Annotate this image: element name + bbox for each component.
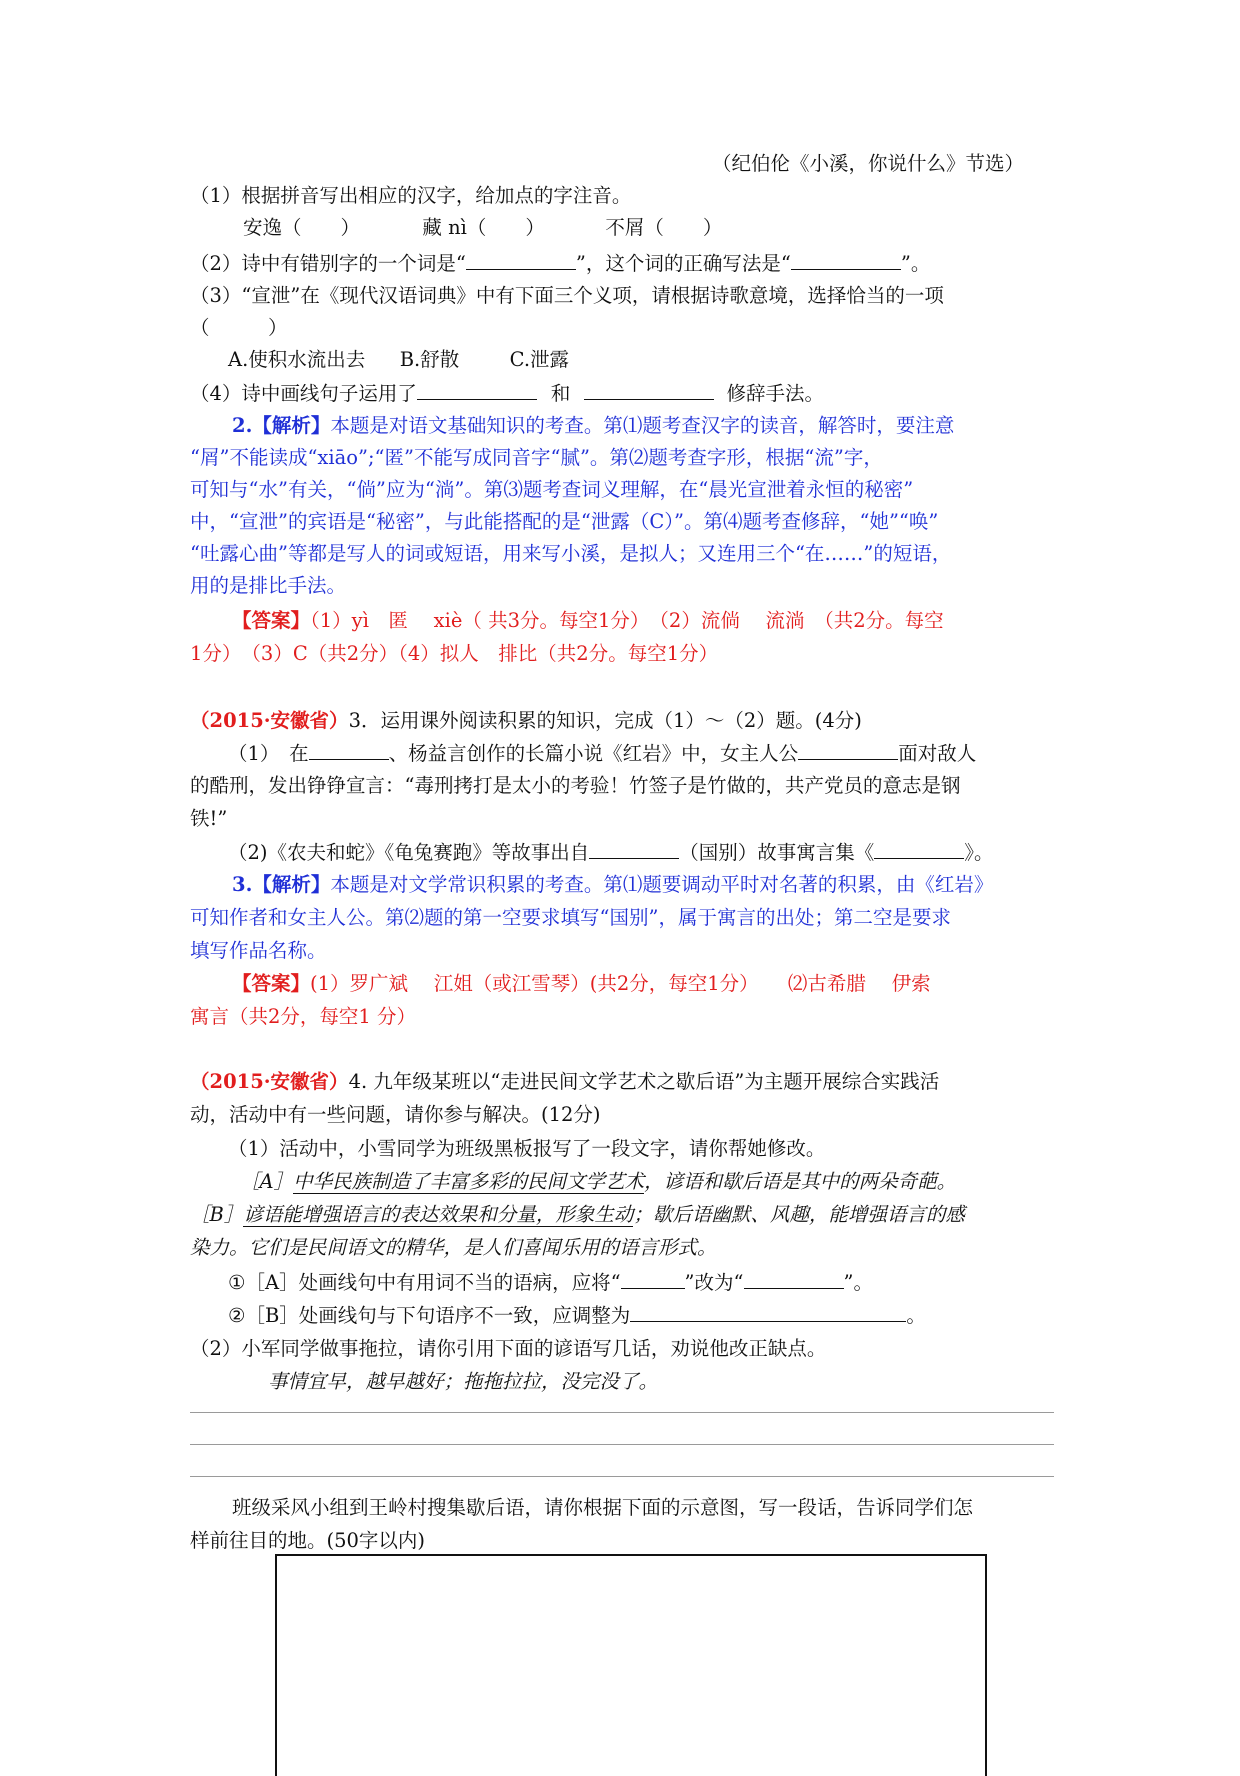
q3-answer-line-2: 寓言（共2分，每空1 分）: [190, 1005, 417, 1028]
analysis-label: 2.【解析】: [232, 414, 331, 437]
answer-blank[interactable]: [621, 1266, 685, 1289]
answer-blank[interactable]: [589, 836, 679, 859]
q2-item-3: 不屑（ ）: [605, 216, 723, 239]
q2-analysis-line-3: 可知与“水”有关，“倘”应为“淌”。第⑶题考查词义理解，在“晨光宣泄着永恒的秘密”: [190, 478, 914, 501]
q4-passage-line-3: 染力。它们是民间语文的精华，是人们喜闻乐用的语言形式。: [190, 1236, 717, 1259]
q2-analysis-line-1: 2.【解析】本题是对语文基础知识的考查。第⑴题考查汉字的读音，解答时，要注意: [232, 414, 955, 437]
passage-label-b: ［B］: [190, 1203, 244, 1226]
q4-part1: （1）活动中，小雪同学为班级黑板报写了一段文字，请你帮她修改。: [228, 1137, 826, 1160]
diagram-box: [275, 1554, 987, 1776]
answer-blank[interactable]: [309, 737, 389, 760]
option-b: B.舒散: [399, 348, 460, 371]
answer-blank[interactable]: [798, 737, 898, 760]
q2-part3-options: [228, 344, 569, 376]
answer-label: 【答案】: [232, 609, 311, 632]
writing-line[interactable]: [190, 1412, 1054, 1413]
analysis-label: 3.【解析】: [232, 873, 331, 896]
q3-part1-line-2: 的酷刑，发出铮铮宣言：“毒刑拷打是太小的考验！竹签子是竹做的，共产党员的意志是钢: [190, 774, 961, 797]
q2-part2: （2）诗中有错别字的一个词是“ ”，这个词的正确写法是“ ”。: [190, 247, 930, 280]
q4-passage-a: ［A］中华民族制造了丰富多彩的民间文学艺术，谚语和歇后语是其中的两朵奇葩。: [240, 1170, 957, 1193]
answer-blank[interactable]: [874, 836, 964, 859]
q4-part2: （2）小军同学做事拖拉，请你引用下面的谚语写几话，劝说他改正缺点。: [190, 1337, 827, 1360]
passage-label-a: ［A］: [240, 1170, 294, 1193]
source-tag: （2015·安徽省）: [190, 1070, 349, 1093]
q2-answer-line-1: 【答案】（1）yì 匿 xiè（ 共3分。每空1分） （2）流倘 流淌 （共2分。每空: [232, 609, 944, 632]
q2-analysis-line-2: “屑”不能读成“xiāo”;“匿”不能写成同音字“腻”。第⑵题考查字形，根据“流”字，: [190, 446, 883, 469]
source-attribution: （纪伯伦《小溪，你说什么》节选）: [712, 152, 1025, 175]
underlined-sentence-b: 谚语能增强语言的表达效果和分量，形象生动: [243, 1203, 634, 1226]
answer-blank[interactable]: [630, 1299, 906, 1322]
q3-stem: （2015·安徽省）3．运用课外阅读积累的知识，完成（1）～（2）题。(4分): [190, 709, 862, 732]
q2-part3-paren: （ ）: [190, 316, 288, 339]
underlined-sentence-a: 中华民族制造了丰富多彩的民间文学艺术: [293, 1170, 645, 1193]
q3-analysis-line-1: 3.【解析】本题是对文学常识积累的考查。第⑴题要调动平时对名著的积累，由《红岩》: [232, 873, 994, 896]
q2-part1-items: [243, 212, 722, 244]
q2-analysis-line-4: 中，“宣泄”的宾语是“秘密”，与此能搭配的是“泄露（C）”。第⑷题考查修辞，“她”“唤”: [190, 510, 939, 533]
q2-part3: （3）“宣泄”在《现代汉语词典》中有下面三个义项，请根据诗歌意境，选择恰当的一项: [190, 284, 944, 307]
q2-answer-line-2: 1分） （3）C（共2分）（4）拟人 排比（共2分。每空1分）: [190, 642, 719, 665]
q2-analysis-line-5: “吐露心曲”等都是写人的词或短语，用来写小溪，是拟人；又连用三个“在……”的短语，: [190, 542, 952, 565]
q3-analysis-line-2: 可知作者和女主人公。第⑵题的第一空要求填写“国别”，属于寓言的出处；第二空是要求: [190, 906, 951, 929]
answer-blank[interactable]: [791, 247, 901, 270]
answer-blank[interactable]: [466, 247, 576, 270]
q3-part2: （2)《农夫和蛇》《龟兔赛跑》等故事出自 （国别）故事寓言集《 》。: [228, 836, 994, 869]
writing-line[interactable]: [190, 1444, 1054, 1445]
q2-part4: （4）诗中画线句子运用了 和 修辞手法。: [190, 377, 824, 410]
q3-analysis-line-3: 填写作品名称。: [190, 939, 327, 962]
q2-analysis-line-6: 用的是排比手法。: [190, 574, 347, 597]
answer-blank[interactable]: [417, 377, 537, 400]
q2-part1: （1）根据拼音写出相应的汉字，给加点的字注音。: [190, 184, 632, 207]
q4-stem-line-2: 动，活动中有一些问题，请你参与解决。(12分): [190, 1103, 601, 1126]
q3-answer-line-1: 【答案】(1）罗广斌 江姐（或江雪琴）(共2分，每空1分） ⑵古希腊 伊索: [232, 972, 931, 995]
answer-blank[interactable]: [584, 377, 714, 400]
source-tag: （2015·安徽省）: [190, 709, 349, 732]
q5-line-2: 样前往目的地。(50字以内): [190, 1529, 426, 1552]
q4-sub1: ①［A］处画线句中有用词不当的语病，应将“ ”改为“ ”。: [228, 1266, 873, 1299]
option-c: C.泄露: [509, 348, 570, 371]
writing-line[interactable]: [190, 1476, 1054, 1477]
q4-stem-line-1: （2015·安徽省）4. 九年级某班以“走进民间文学艺术之歇后语”为主题开展综合实践活: [190, 1070, 940, 1093]
q4-passage-b: ［B］谚语能增强语言的表达效果和分量，形象生动；歇后语幽默、风趣，能增强语言的感: [190, 1203, 965, 1226]
q4-sub2: ②［B］处画线句与下句语序不一致，应调整为 。: [228, 1299, 926, 1332]
proverb: 事情宜早，越早越好；拖拖拉拉，没完没了。: [268, 1370, 659, 1393]
q5-line-1: 班级采风小组到王岭村搜集歇后语，请你根据下面的示意图，写一段话，告诉同学们怎: [232, 1496, 974, 1519]
answer-label: 【答案】: [232, 972, 311, 995]
q2-item-1: 安逸（ ）: [243, 216, 361, 239]
option-a: A.使积水流出去: [228, 348, 366, 371]
q2-item-2: 藏 nì（ ）: [422, 216, 545, 239]
q3-part1: （1） 在 、杨益言创作的长篇小说《红岩》中，女主人公 面对敌人: [228, 737, 976, 770]
answer-blank[interactable]: [744, 1266, 844, 1289]
q3-part1-line-3: 铁!”: [190, 807, 228, 830]
